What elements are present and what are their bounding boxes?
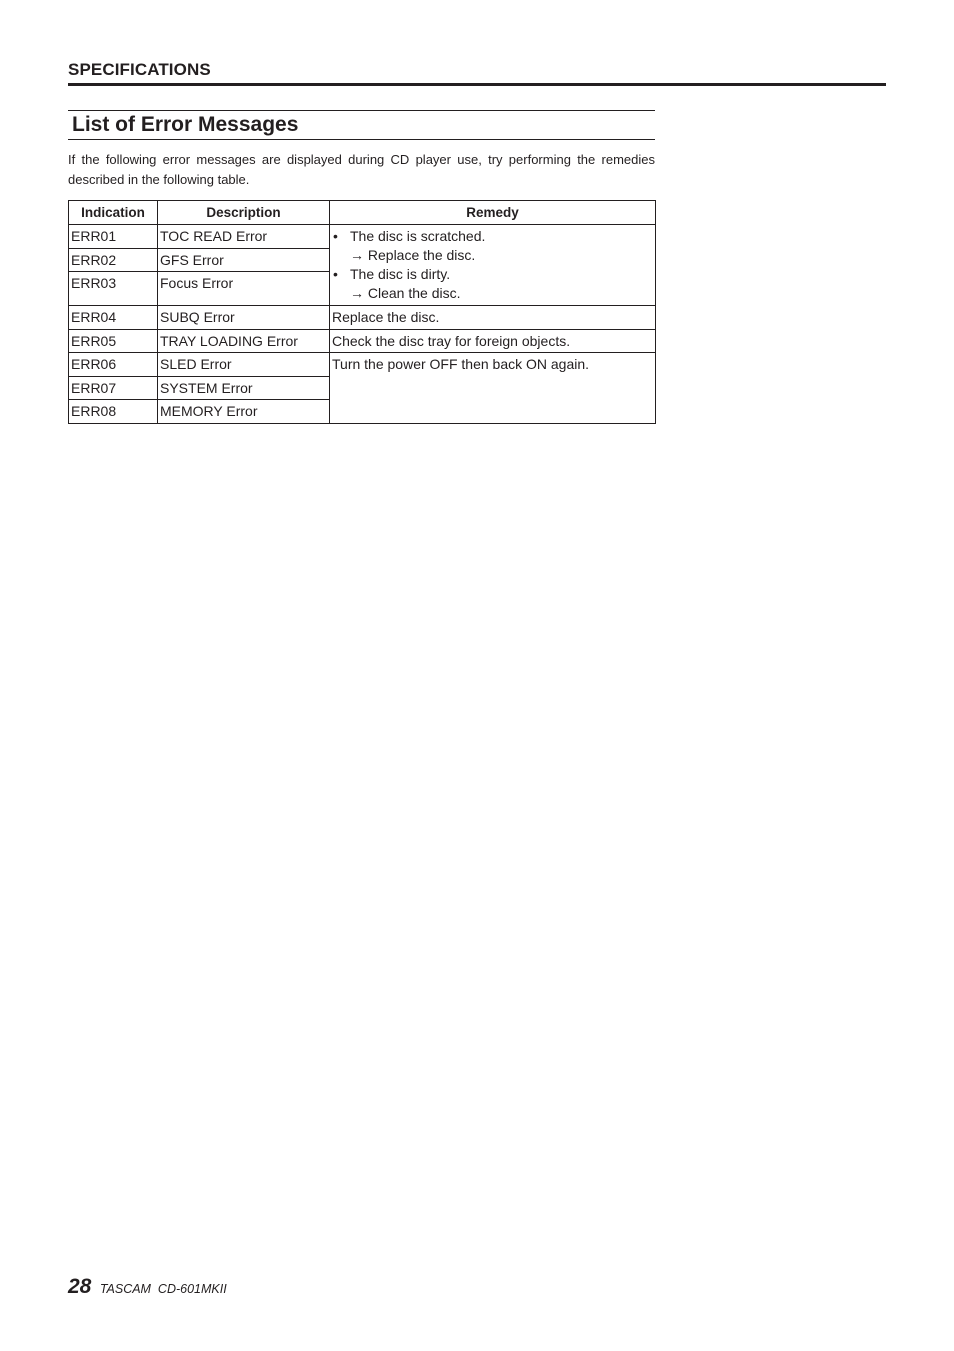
table-header-row: [69, 201, 656, 225]
page-footer: [68, 1275, 227, 1299]
indication-cell: ERR02: [69, 248, 158, 272]
description-cell: SUBQ Error: [158, 306, 330, 330]
description-cell: SLED Error: [158, 353, 330, 377]
table-row: [69, 306, 656, 330]
section-header: [68, 60, 886, 86]
indication-cell: ERR08: [69, 400, 158, 424]
indication-cell: ERR04: [69, 306, 158, 330]
remedy-action: → Clean the disc.: [350, 285, 461, 301]
indication-cell: ERR03: [69, 272, 158, 306]
description-cell: TOC READ Error: [158, 225, 330, 249]
remedy-cell-power: Turn the power OFF then back ON again.: [330, 353, 656, 424]
remedy-list: [332, 227, 653, 303]
indication-cell: ERR06: [69, 353, 158, 377]
bullet: •: [333, 266, 338, 282]
indication-cell: ERR05: [69, 329, 158, 353]
header-indication: Indication: [69, 201, 158, 225]
table-row: [69, 353, 656, 377]
bullet: •: [333, 228, 338, 244]
header-description: Description: [158, 201, 330, 225]
remedy-cell-disc: [330, 225, 656, 306]
page-title: List of Error Messages: [72, 113, 299, 136]
page-heading: [68, 110, 655, 140]
description-cell: MEMORY Error: [158, 400, 330, 424]
description-cell: GFS Error: [158, 248, 330, 272]
page-number: 28: [68, 1275, 92, 1298]
list-item: [332, 265, 653, 303]
remedy-action: → Replace the disc.: [350, 247, 476, 263]
error-messages-table: [68, 200, 656, 424]
indication-cell: ERR07: [69, 376, 158, 400]
description-cell: TRAY LOADING Error: [158, 329, 330, 353]
intro-paragraph: If the following error messages are displayed during CD player use, try performing the remedies described in the following table.: [68, 152, 655, 187]
indication-cell: ERR01: [69, 225, 158, 249]
section-title: SPECIFICATIONS: [68, 60, 211, 79]
list-item: [332, 227, 653, 265]
description-cell: SYSTEM Error: [158, 376, 330, 400]
table-row: [69, 329, 656, 353]
product-name: TASCAM CD-601MKII: [99, 1282, 227, 1296]
remedy-cell-replace: Replace the disc.: [330, 306, 656, 330]
description-cell: Focus Error: [158, 272, 330, 306]
table-row: [69, 225, 656, 249]
header-remedy: Remedy: [330, 201, 656, 225]
remedy-cell-tray: Check the disc tray for foreign objects.: [330, 329, 656, 353]
remedy-cause: The disc is scratched.: [350, 228, 486, 244]
remedy-cause: The disc is dirty.: [350, 266, 451, 282]
